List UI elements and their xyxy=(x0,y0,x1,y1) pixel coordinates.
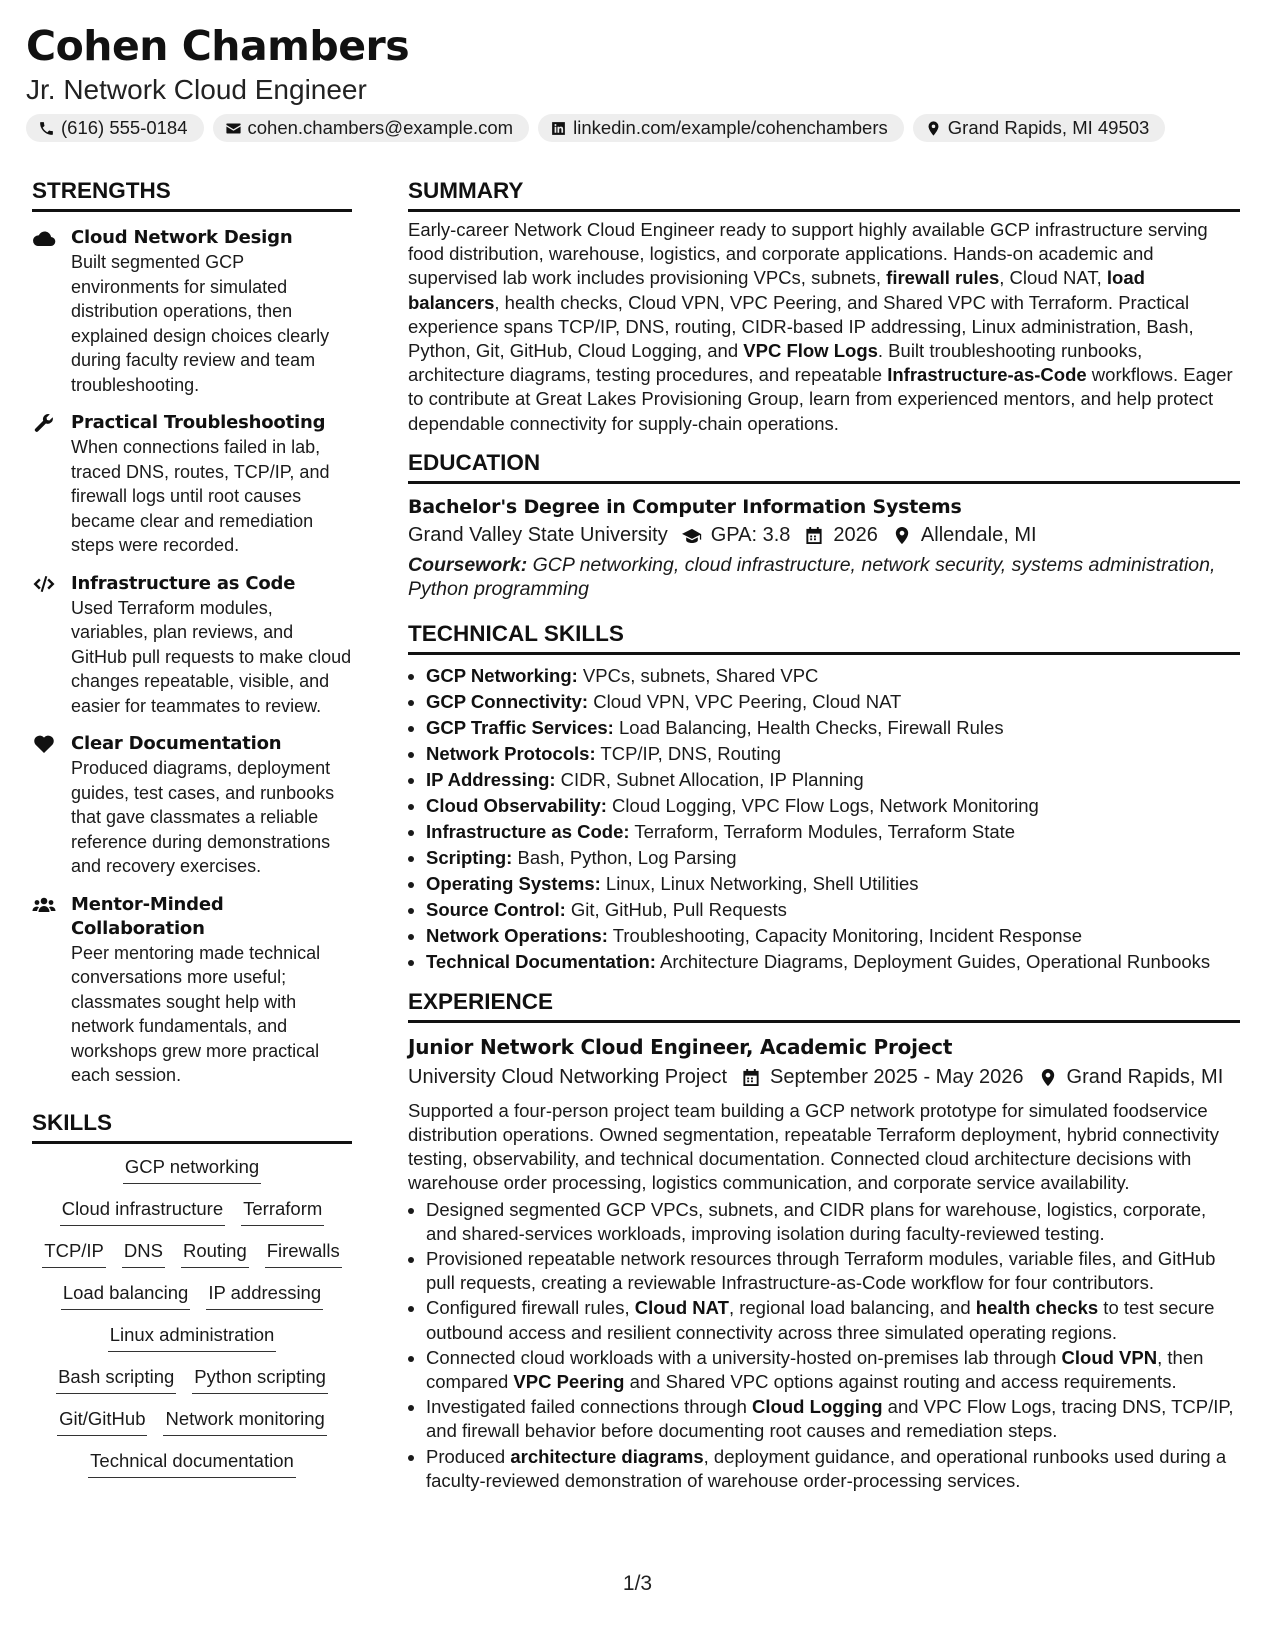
contact-location xyxy=(913,114,1166,142)
job-location: Grand Rapids, MI xyxy=(1066,1065,1224,1088)
text-run: , then compared xyxy=(426,1346,1204,1393)
experience-heading: EXPERIENCE xyxy=(408,989,1240,1023)
emphasis-text: architecture diagrams xyxy=(510,1445,704,1467)
strength-item xyxy=(32,732,352,879)
right-column xyxy=(408,178,1240,1494)
experience-bullet xyxy=(426,1296,1240,1344)
skill-chip: Python scripting xyxy=(192,1364,328,1394)
strength-item xyxy=(32,226,352,397)
skill-chip: Network monitoring xyxy=(163,1406,326,1436)
map-pin-icon xyxy=(925,120,942,137)
calendar-icon xyxy=(804,526,824,545)
skill-chip: GCP networking xyxy=(123,1154,261,1184)
experience-bullet xyxy=(426,1247,1240,1295)
wrench-icon xyxy=(32,413,56,433)
technical-skill-item xyxy=(426,897,1240,923)
skill-values: Linux, Linux Networking, Shell Utilities xyxy=(600,872,919,894)
text-run: Designed segmented GCP VPCs, subnets, and CIDR plans for warehouse, logistics, corporate, and shared-services workloads, improving isolation during faculty-reviewed testing. xyxy=(426,1198,1207,1244)
location-text: Grand Rapids, MI 49503 xyxy=(947,117,1150,138)
job-description: Supported a four-person project team building a GCP network prototype for simulated foodservice distribution operations. Owned segmentation, repeatable Terraform deployment, hybrid connectivity testing, observability, and technical documentation. Connected cloud architecture decisions with warehouse order processing, logistics communication, and corporate service availability. xyxy=(408,1099,1220,1194)
text-run: to test secure outbound access and resilient connectivity across three simulated operating regions. xyxy=(426,1297,1215,1343)
emphasis-text: Infrastructure-as-Code xyxy=(887,364,1087,386)
job-title: Junior Network Cloud Engineer, Academic Project xyxy=(408,1034,953,1059)
emphasis-text: VPC Flow Logs xyxy=(743,340,878,362)
heart-icon xyxy=(32,734,56,754)
skill-values: Cloud VPN, VPC Peering, Cloud NAT xyxy=(588,690,902,712)
skill-chip: Linux administration xyxy=(108,1322,277,1352)
linkedin-icon xyxy=(550,120,567,137)
skill-chip: Cloud infrastructure xyxy=(60,1196,225,1226)
skill-chip: IP addressing xyxy=(206,1280,323,1310)
experience-bullet xyxy=(426,1198,1240,1246)
skill-category: Network Protocols: xyxy=(426,742,596,764)
summary-text xyxy=(408,218,1240,436)
map-pin-icon xyxy=(1038,1068,1058,1087)
text-run: and Shared VPC options against routing and access requirements. xyxy=(624,1371,1177,1393)
skill-category: GCP Connectivity: xyxy=(426,690,589,712)
graduation-cap-icon xyxy=(682,526,702,545)
code-icon xyxy=(32,574,56,594)
technical-skill-item xyxy=(426,767,1240,793)
left-column xyxy=(32,178,352,1478)
experience-bullet xyxy=(426,1395,1240,1443)
skill-chip: Bash scripting xyxy=(56,1364,176,1394)
education-meta xyxy=(408,524,1240,547)
skill-row xyxy=(42,1238,341,1268)
skill-values: Git, GitHub, Pull Requests xyxy=(565,898,787,920)
text-run: Investigated failed connections through xyxy=(426,1396,753,1418)
skill-category: Network Operations: xyxy=(426,924,608,946)
strength-title: Infrastructure as Code xyxy=(71,572,296,594)
graduation-year: 2026 xyxy=(833,523,878,546)
skill-category: GCP Networking: xyxy=(426,664,578,686)
phone-text: (616) 555-0184 xyxy=(61,117,188,138)
text-run: . Built troubleshooting runbooks, architecture diagrams, testing procedures, and repeatable xyxy=(408,340,1143,386)
skill-chip: Load balancing xyxy=(61,1280,191,1310)
skill-values: Troubleshooting, Capacity Monitoring, Incident Response xyxy=(607,924,1083,946)
skill-category: Scripting: xyxy=(426,846,513,868)
text-run: Early-career Network Cloud Engineer ready to support highly available GCP infrastructure serving food distribution, warehouse, logistics, and corporate applications. Hands-on academic and supervised lab work includes provisioning VPCs, subnets, xyxy=(408,219,1208,289)
text-run: Connected cloud workloads with a university-hosted on-premises lab through xyxy=(426,1346,1062,1368)
emphasis-text: health checks xyxy=(975,1297,1099,1319)
coursework xyxy=(408,553,1240,601)
skill-row xyxy=(108,1322,277,1352)
calendar-icon xyxy=(741,1068,761,1087)
skill-row xyxy=(57,1406,327,1436)
emphasis-text: Cloud VPN xyxy=(1061,1346,1158,1368)
experience-bullet xyxy=(426,1346,1240,1394)
skill-category: Technical Documentation: xyxy=(426,950,656,972)
phone-icon xyxy=(38,120,55,137)
summary-heading: SUMMARY xyxy=(408,178,1240,212)
job-meta xyxy=(408,1066,1240,1089)
skill-category: Cloud Observability: xyxy=(426,794,607,816)
degree-title: Bachelor's Degree in Computer Information Systems xyxy=(408,495,962,518)
skill-chip: Technical documentation xyxy=(88,1448,296,1478)
technical-skill-item xyxy=(426,871,1240,897)
gpa-text: GPA: 3.8 xyxy=(710,523,791,546)
experience-section xyxy=(408,989,1240,1493)
skill-chip: Git/GitHub xyxy=(57,1406,147,1436)
text-run: , deployment guidance, and operational runbooks used during a faculty-reviewed demonstration of warehouse order-processing services. xyxy=(426,1445,1227,1491)
strength-text: Peer mentoring made technical conversations more useful; classmates sought help with network fundamentals, and workshops grew more practical each session. xyxy=(71,942,321,1085)
text-run: , Cloud NAT, xyxy=(999,267,1107,289)
skill-category: GCP Traffic Services: xyxy=(426,716,614,738)
text-run: Provisioned repeatable network resources through Terraform modules, variable files, and GitHub pull requests, creating a reviewable Infrastructure-as-Code workflow for four contributors. xyxy=(426,1248,1216,1294)
technical-skill-item xyxy=(426,949,1240,975)
skill-row xyxy=(60,1196,325,1226)
technical-skills-section xyxy=(408,621,1240,975)
skill-values: TCP/IP, DNS, Routing xyxy=(595,742,782,764)
skill-row xyxy=(56,1364,328,1394)
candidate-name: Cohen Chambers xyxy=(26,22,410,70)
technical-skills-heading: TECHNICAL SKILLS xyxy=(408,621,1240,655)
experience-bullet xyxy=(426,1445,1240,1493)
skill-chip: Firewalls xyxy=(265,1238,342,1268)
linkedin-text: linkedin.com/example/cohenchambers xyxy=(573,117,888,138)
contact-bar xyxy=(26,114,1165,142)
skill-values: Architecture Diagrams, Deployment Guides, Operational Runbooks xyxy=(655,950,1211,972)
skill-values: Load Balancing, Health Checks, Firewall Rules xyxy=(613,716,1004,738)
strength-text: When connections failed in lab, traced DNS, routes, TCP/IP, and firewall logs until root causes became clear and remediation steps were recorded. xyxy=(71,437,330,555)
strength-text: Built segmented GCP environments for simulated distribution operations, then explained design choices clearly during faculty review and team troubleshooting. xyxy=(71,252,330,395)
skill-row xyxy=(61,1280,323,1310)
technical-skill-item xyxy=(426,819,1240,845)
text-run: Configured firewall rules, xyxy=(426,1297,635,1319)
emphasis-text: firewall rules xyxy=(886,267,1000,289)
map-pin-icon xyxy=(892,526,912,545)
skill-chip: TCP/IP xyxy=(42,1238,106,1268)
skill-values: Bash, Python, Log Parsing xyxy=(512,846,737,868)
contact-phone[interactable] xyxy=(26,114,204,142)
technical-skill-item xyxy=(426,663,1240,689)
skill-category: Infrastructure as Code: xyxy=(426,820,630,842)
strength-item xyxy=(32,411,352,558)
technical-skill-item xyxy=(426,715,1240,741)
text-run: Produced xyxy=(426,1445,511,1467)
technical-skill-item xyxy=(426,923,1240,949)
strength-title: Cloud Network Design xyxy=(71,227,293,248)
school-location: Allendale, MI xyxy=(920,523,1037,546)
contact-linkedin[interactable] xyxy=(538,114,904,142)
skill-values: VPCs, subnets, Shared VPC xyxy=(577,664,819,686)
strength-title: Practical Troubleshooting xyxy=(71,412,326,433)
education-heading: EDUCATION xyxy=(408,450,1240,484)
skill-values: Cloud Logging, VPC Flow Logs, Network Monitoring xyxy=(606,794,1039,816)
skills-chips xyxy=(32,1154,352,1478)
text-run: , health checks, Cloud VPN, VPC Peering, and Shared VPC with Terraform. Practical experience spans TCP/IP, DNS, routing, CIDR-based IP addressing, Linux administration, Bash, Python, Git, GitHub, Cloud Logging, and xyxy=(408,291,1194,362)
technical-skill-item xyxy=(426,741,1240,767)
skill-chip: Routing xyxy=(181,1238,249,1268)
skill-values: Terraform, Terraform Modules, Terraform State xyxy=(629,820,1016,842)
page-number: 1/3 xyxy=(622,1572,653,1595)
coursework-label: Coursework: xyxy=(408,553,528,576)
school-name: Grand Valley State University xyxy=(408,523,668,546)
users-icon xyxy=(32,895,56,915)
skill-chip: Terraform xyxy=(241,1196,324,1226)
skill-row xyxy=(88,1448,296,1478)
skills-heading: SKILLS xyxy=(32,1110,352,1144)
strength-text: Used Terraform modules, variables, plan reviews, and GitHub pull requests to make cloud changes repeatable, visible, and easier for teammates to review. xyxy=(71,597,352,716)
experience-bullets xyxy=(408,1198,1240,1493)
text-run: workflows. Eager to contribute at Great Lakes Provisioning Group, learn from experienced mentors, and help protect dependable connectivity for supply-chain operations. xyxy=(408,364,1233,434)
emphasis-text: load balancers xyxy=(408,267,1145,313)
skill-category: Source Control: xyxy=(426,898,566,920)
text-run: and VPC Flow Logs, tracing DNS, TCP/IP, and firewall behavior before documenting root causes and remediation steps. xyxy=(426,1396,1234,1442)
technical-skill-item xyxy=(426,689,1240,715)
strength-title: Mentor-Minded Collaboration xyxy=(71,893,224,939)
skill-values: CIDR, Subnet Allocation, IP Planning xyxy=(555,768,864,790)
job-organization: University Cloud Networking Project xyxy=(408,1065,728,1088)
job-dates: September 2025 - May 2026 xyxy=(770,1065,1024,1088)
strengths-heading: STRENGTHS xyxy=(32,178,352,212)
strength-title: Clear Documentation xyxy=(71,733,282,754)
contact-email[interactable] xyxy=(213,114,530,142)
envelope-icon xyxy=(225,120,242,137)
technical-skill-item xyxy=(426,845,1240,871)
emphasis-text: VPC Peering xyxy=(513,1371,625,1393)
skill-row xyxy=(123,1154,261,1184)
technical-skill-item xyxy=(426,793,1240,819)
text-run: , regional load balancing, and xyxy=(728,1297,976,1319)
skill-category: IP Addressing: xyxy=(426,768,556,790)
emphasis-text: Cloud Logging xyxy=(752,1396,883,1418)
cloud-icon xyxy=(32,228,56,248)
skill-category: Operating Systems: xyxy=(426,872,601,894)
emphasis-text: Cloud NAT xyxy=(634,1297,729,1319)
email-text: cohen.chambers@example.com xyxy=(247,117,514,138)
technical-skills-list xyxy=(408,663,1240,975)
skill-chip: DNS xyxy=(122,1238,165,1268)
strength-item xyxy=(32,893,352,1088)
coursework-text: GCP networking, cloud infrastructure, network security, systems administration, Python programming xyxy=(408,553,1216,600)
strength-text: Produced diagrams, deployment guides, test cases, and runbooks that gave classmates a reliable reference during demonstrations and recovery exercises. xyxy=(71,758,335,876)
candidate-title: Jr. Network Cloud Engineer xyxy=(26,74,367,105)
education-section xyxy=(408,450,1240,601)
strength-item xyxy=(32,572,352,719)
